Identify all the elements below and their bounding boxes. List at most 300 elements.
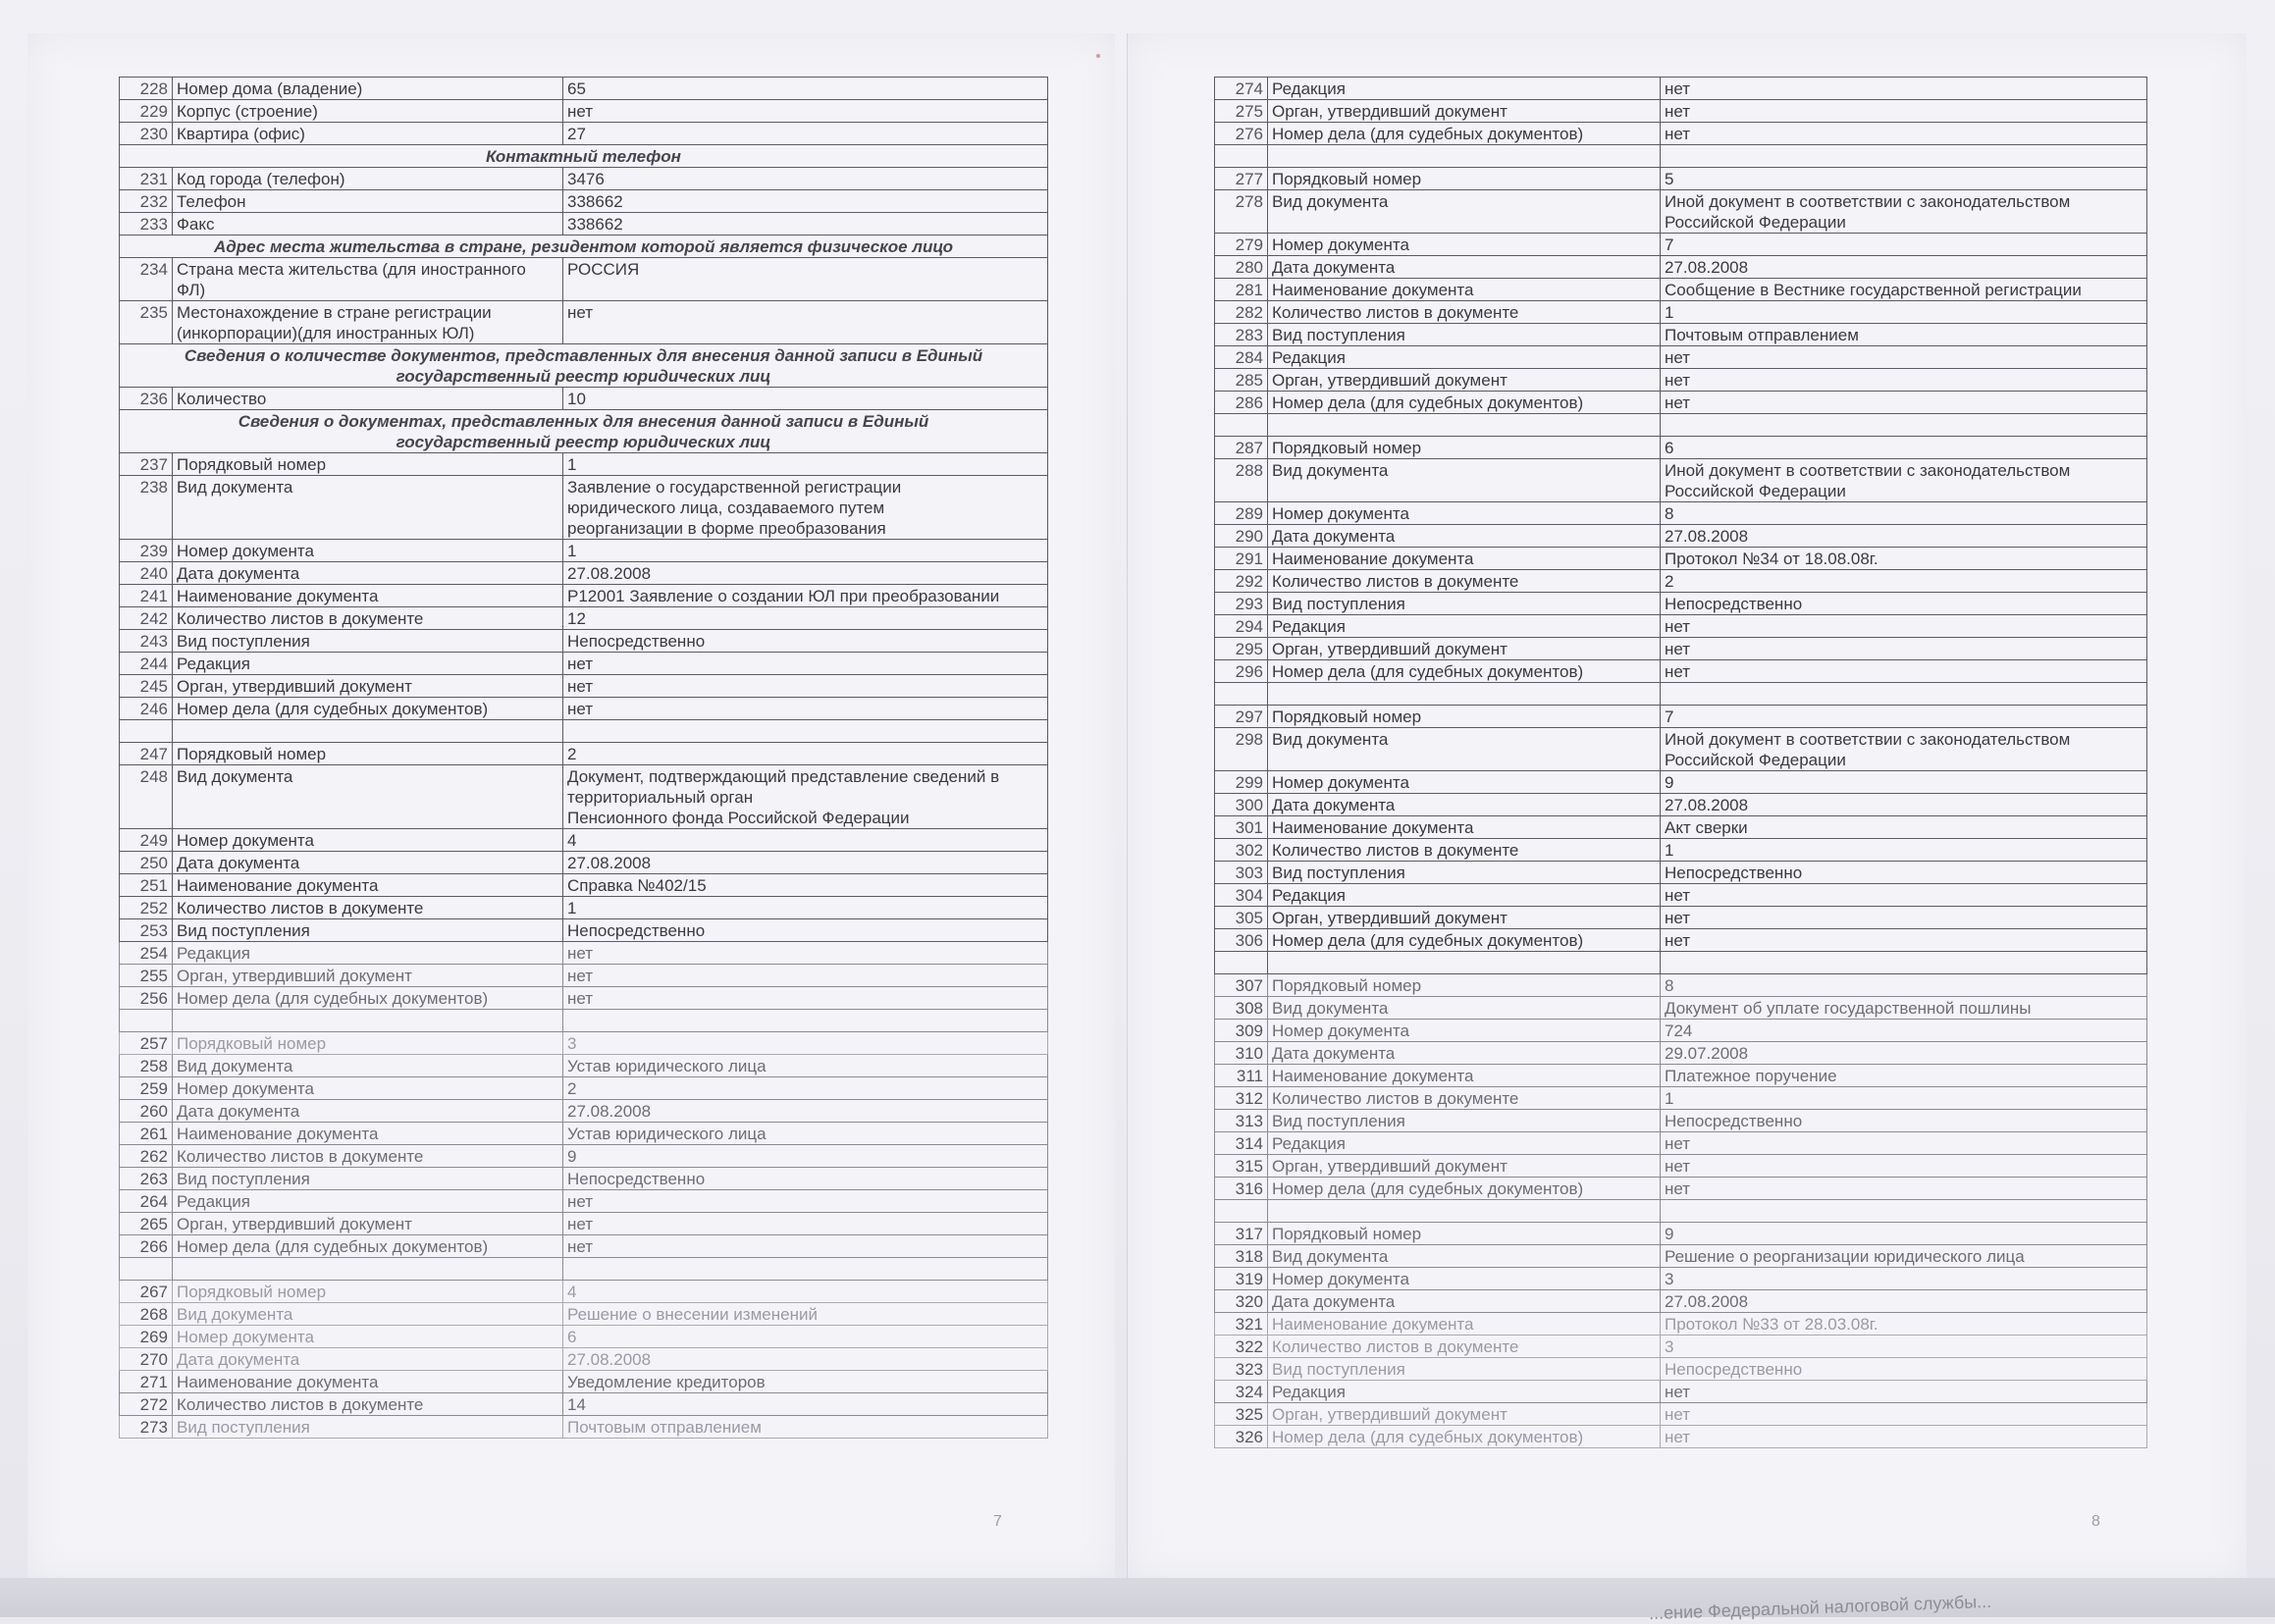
field-label: Дата документа xyxy=(1268,1042,1661,1065)
field-value: нет xyxy=(1661,100,2147,123)
field-value: 1 xyxy=(563,540,1048,562)
field-label: Номер документа xyxy=(173,1326,563,1348)
field-label: Порядковый номер xyxy=(1268,974,1661,997)
field-label: Редакция xyxy=(1268,1132,1661,1155)
field-value: Справка №402/15 xyxy=(563,874,1048,897)
separator-row xyxy=(120,1010,1048,1032)
field-value: 27 xyxy=(563,123,1048,145)
field-value: Непосредственно xyxy=(1661,862,2147,884)
field-label: Номер дела (для судебных документов) xyxy=(173,1235,563,1258)
field-value: Уведомление кредиторов xyxy=(563,1371,1048,1393)
field-value: 4 xyxy=(563,1281,1048,1303)
table-row xyxy=(120,765,1048,829)
field-value: нет xyxy=(563,301,1048,344)
row-number: 269 xyxy=(120,1326,173,1348)
table-row xyxy=(120,1371,1048,1393)
field-value: 3 xyxy=(563,1032,1048,1055)
table-row xyxy=(120,1213,1048,1235)
row-number: 247 xyxy=(120,743,173,765)
row-number: 246 xyxy=(120,698,173,720)
field-label: Наименование документа xyxy=(1268,279,1661,301)
row-number: 270 xyxy=(120,1348,173,1371)
field-value: Р12001 Заявление о создании ЮЛ при преобразовании xyxy=(563,585,1048,607)
field-value: 6 xyxy=(563,1326,1048,1348)
table-row xyxy=(120,1326,1048,1348)
field-value: Почтовым отправлением xyxy=(1661,324,2147,346)
field-value: 12 xyxy=(563,607,1048,630)
field-value: 3476 xyxy=(563,168,1048,190)
row-number: 310 xyxy=(1215,1042,1268,1065)
table-row xyxy=(120,301,1048,344)
field-value: 27.08.2008 xyxy=(563,1348,1048,1371)
field-label: Порядковый номер xyxy=(1268,437,1661,459)
table-row xyxy=(120,897,1048,919)
table-row xyxy=(120,852,1048,874)
field-value: нет xyxy=(1661,346,2147,369)
table-row xyxy=(1215,256,2147,279)
field-label: Наименование документа xyxy=(1268,1313,1661,1336)
page-number: 8 xyxy=(2091,1513,2100,1530)
table-row xyxy=(120,1190,1048,1213)
row-number: 249 xyxy=(120,829,173,852)
field-label: Количество листов в документе xyxy=(1268,570,1661,593)
row-number: 254 xyxy=(120,942,173,965)
field-label: Номер дела (для судебных документов) xyxy=(1268,929,1661,952)
table-row xyxy=(120,100,1048,123)
field-label: Вид документа xyxy=(1268,459,1661,502)
field-value: 65 xyxy=(563,78,1048,100)
separator-row xyxy=(1215,145,2147,168)
table-row xyxy=(120,1235,1048,1258)
row-number: 300 xyxy=(1215,794,1268,816)
field-value: 8 xyxy=(1661,502,2147,525)
ink-speck xyxy=(1096,54,1100,58)
row-number: 235 xyxy=(120,301,173,344)
row-number: 256 xyxy=(120,987,173,1010)
table-row xyxy=(120,919,1048,942)
field-label: Номер документа xyxy=(1268,234,1661,256)
row-number: 268 xyxy=(120,1303,173,1326)
row-number: 241 xyxy=(120,585,173,607)
field-label: Редакция xyxy=(1268,1381,1661,1403)
field-value: нет xyxy=(1661,929,2147,952)
field-value: нет xyxy=(563,675,1048,698)
table-row xyxy=(120,258,1048,301)
field-value: нет xyxy=(1661,660,2147,683)
field-value: Протокол №34 от 18.08.08г. xyxy=(1661,548,2147,570)
row-number: 291 xyxy=(1215,548,1268,570)
field-value: нет xyxy=(1661,1403,2147,1426)
row-number: 272 xyxy=(120,1393,173,1416)
table-row xyxy=(120,653,1048,675)
row-number: 297 xyxy=(1215,706,1268,728)
field-value: Сообщение в Вестнике государственной регистрации xyxy=(1661,279,2147,301)
table-row xyxy=(1215,997,2147,1020)
field-value: 5 xyxy=(1661,168,2147,190)
field-label: Вид документа xyxy=(1268,997,1661,1020)
empty-cell xyxy=(1215,683,1268,706)
row-number: 301 xyxy=(1215,816,1268,839)
field-label: Дата документа xyxy=(1268,1290,1661,1313)
table-row xyxy=(120,562,1048,585)
table-row xyxy=(120,78,1048,100)
section-header xyxy=(120,344,1048,388)
field-value: 27.08.2008 xyxy=(563,1100,1048,1123)
table-row xyxy=(1215,638,2147,660)
field-value: Иной документ в соответствии с законодательством Российской Федерации xyxy=(1661,728,2147,771)
field-label: Корпус (строение) xyxy=(173,100,563,123)
row-number: 244 xyxy=(120,653,173,675)
field-value: нет xyxy=(1661,615,2147,638)
table-row xyxy=(1215,1223,2147,1245)
row-number: 281 xyxy=(1215,279,1268,301)
table-row xyxy=(120,388,1048,410)
row-number: 266 xyxy=(120,1235,173,1258)
section-header xyxy=(120,236,1048,258)
field-value: нет xyxy=(1661,1381,2147,1403)
table-row xyxy=(1215,392,2147,414)
row-number: 255 xyxy=(120,965,173,987)
field-value: 9 xyxy=(1661,771,2147,794)
field-value: Почтовым отправлением xyxy=(563,1416,1048,1439)
row-number: 299 xyxy=(1215,771,1268,794)
row-number: 277 xyxy=(1215,168,1268,190)
field-label: Номер дела (для судебных документов) xyxy=(1268,1426,1661,1448)
field-label: Дата документа xyxy=(173,1100,563,1123)
row-number: 287 xyxy=(1215,437,1268,459)
field-value: Иной документ в соответствии с законодательством Российской Федерации xyxy=(1661,459,2147,502)
empty-cell xyxy=(1661,952,2147,974)
table-row xyxy=(1215,884,2147,907)
row-number: 228 xyxy=(120,78,173,100)
field-value: нет xyxy=(1661,392,2147,414)
field-label: Порядковый номер xyxy=(1268,706,1661,728)
table-row xyxy=(1215,1426,2147,1448)
row-number: 290 xyxy=(1215,525,1268,548)
field-label: Вид поступления xyxy=(173,630,563,653)
empty-cell xyxy=(120,720,173,743)
separator-row xyxy=(120,720,1048,743)
empty-cell xyxy=(173,1258,563,1281)
field-value: 2 xyxy=(563,1077,1048,1100)
field-value: нет xyxy=(1661,78,2147,100)
field-label: Наименование документа xyxy=(173,1371,563,1393)
table-row xyxy=(1215,1290,2147,1313)
field-label: Количество листов в документе xyxy=(173,1145,563,1168)
field-label: Номер дела (для судебных документов) xyxy=(1268,660,1661,683)
field-label: Порядковый номер xyxy=(1268,1223,1661,1245)
empty-cell xyxy=(563,1258,1048,1281)
table-row xyxy=(120,942,1048,965)
row-number: 326 xyxy=(1215,1426,1268,1448)
field-value: 1 xyxy=(563,453,1048,476)
field-label: Вид документа xyxy=(173,476,563,540)
field-label: Местонахождение в стране регистрации (инкорпорации)(для иностранных ЮЛ) xyxy=(173,301,563,344)
register-table-left xyxy=(119,77,1048,1439)
field-label: Номер документа xyxy=(1268,502,1661,525)
row-number: 307 xyxy=(1215,974,1268,997)
field-value: 7 xyxy=(1661,706,2147,728)
table-row xyxy=(120,476,1048,540)
table-row xyxy=(1215,279,2147,301)
row-number: 289 xyxy=(1215,502,1268,525)
row-number: 305 xyxy=(1215,907,1268,929)
field-label: Количество листов в документе xyxy=(173,607,563,630)
field-label: Номер документа xyxy=(1268,1268,1661,1290)
field-value: 2 xyxy=(563,743,1048,765)
row-number: 283 xyxy=(1215,324,1268,346)
table-row xyxy=(1215,771,2147,794)
field-label: Орган, утвердивший документ xyxy=(173,675,563,698)
row-number: 280 xyxy=(1215,256,1268,279)
table-row xyxy=(120,1416,1048,1439)
table-row xyxy=(1215,1110,2147,1132)
field-value: 9 xyxy=(1661,1223,2147,1245)
field-label: Вид поступления xyxy=(1268,1110,1661,1132)
table-row xyxy=(1215,615,2147,638)
field-label: Порядковый номер xyxy=(173,1281,563,1303)
empty-cell xyxy=(173,720,563,743)
field-label: Редакция xyxy=(1268,884,1661,907)
table-row xyxy=(1215,593,2147,615)
field-value: 338662 xyxy=(563,190,1048,213)
field-label: Дата документа xyxy=(1268,525,1661,548)
empty-cell xyxy=(1215,952,1268,974)
table-row xyxy=(1215,369,2147,392)
table-row xyxy=(120,698,1048,720)
row-number: 306 xyxy=(1215,929,1268,952)
row-number: 318 xyxy=(1215,1245,1268,1268)
table-row xyxy=(1215,437,2147,459)
page-right xyxy=(1127,33,2247,1579)
field-value: Документ, подтверждающий представление сведений в территориальный орган Пенсионного фонда Российской Федерации xyxy=(563,765,1048,829)
row-number: 232 xyxy=(120,190,173,213)
row-number: 314 xyxy=(1215,1132,1268,1155)
field-value: Документ об уплате государственной пошлины xyxy=(1661,997,2147,1020)
field-value: нет xyxy=(563,653,1048,675)
field-label: Наименование документа xyxy=(173,874,563,897)
table-row xyxy=(1215,1042,2147,1065)
section-header xyxy=(120,145,1048,168)
empty-cell xyxy=(1268,1200,1661,1223)
table-row xyxy=(1215,525,2147,548)
empty-cell xyxy=(1215,414,1268,437)
field-label: Редакция xyxy=(1268,615,1661,638)
row-number: 260 xyxy=(120,1100,173,1123)
field-label: Вид поступления xyxy=(173,919,563,942)
field-label: Порядковый номер xyxy=(173,453,563,476)
row-number: 319 xyxy=(1215,1268,1268,1290)
table-row xyxy=(1215,660,2147,683)
table-row xyxy=(1215,816,2147,839)
field-value: Устав юридического лица xyxy=(563,1055,1048,1077)
row-number: 259 xyxy=(120,1077,173,1100)
table-row xyxy=(1215,1087,2147,1110)
row-number: 295 xyxy=(1215,638,1268,660)
table-row xyxy=(1215,78,2147,100)
row-number: 258 xyxy=(120,1055,173,1077)
empty-cell xyxy=(1215,1200,1268,1223)
section-title: Сведения о количестве документов, представленных для внесения данной записи в Единый государственный реестр юридических лиц xyxy=(120,344,1048,388)
row-number: 242 xyxy=(120,607,173,630)
table-row xyxy=(1215,459,2147,502)
field-value: 1 xyxy=(563,897,1048,919)
table-row xyxy=(120,540,1048,562)
row-number: 296 xyxy=(1215,660,1268,683)
field-label: Дата документа xyxy=(173,562,563,585)
row-number: 284 xyxy=(1215,346,1268,369)
field-label: Количество xyxy=(173,388,563,410)
row-number: 243 xyxy=(120,630,173,653)
empty-cell xyxy=(1268,683,1661,706)
empty-cell xyxy=(1661,1200,2147,1223)
row-number: 286 xyxy=(1215,392,1268,414)
empty-cell xyxy=(120,1010,173,1032)
field-label: Страна места жительства (для иностранного ФЛ) xyxy=(173,258,563,301)
empty-cell xyxy=(1268,145,1661,168)
table-row xyxy=(120,1393,1048,1416)
row-number: 274 xyxy=(1215,78,1268,100)
field-label: Номер документа xyxy=(173,1077,563,1100)
field-value: нет xyxy=(563,1213,1048,1235)
field-label: Вид поступления xyxy=(1268,324,1661,346)
field-label: Дата документа xyxy=(173,1348,563,1371)
field-value: нет xyxy=(563,965,1048,987)
field-label: Наименование документа xyxy=(173,1123,563,1145)
row-number: 320 xyxy=(1215,1290,1268,1313)
table-row xyxy=(1215,234,2147,256)
table-row xyxy=(1215,301,2147,324)
field-value: 27.08.2008 xyxy=(563,852,1048,874)
row-number: 262 xyxy=(120,1145,173,1168)
section-title: Сведения о документах, представленных для внесения данной записи в Единый государственный реестр юридических лиц xyxy=(120,410,1048,453)
field-label: Наименование документа xyxy=(173,585,563,607)
table-row xyxy=(120,1303,1048,1326)
row-number: 317 xyxy=(1215,1223,1268,1245)
table-row xyxy=(120,1032,1048,1055)
table-row xyxy=(120,965,1048,987)
row-number: 267 xyxy=(120,1281,173,1303)
row-number: 325 xyxy=(1215,1403,1268,1426)
field-value: Непосредственно xyxy=(563,630,1048,653)
field-label: Редакция xyxy=(1268,78,1661,100)
field-label: Вид документа xyxy=(173,765,563,829)
table-row xyxy=(1215,974,2147,997)
table-row xyxy=(120,630,1048,653)
field-label: Орган, утвердивший документ xyxy=(1268,100,1661,123)
row-number: 231 xyxy=(120,168,173,190)
register-table-right xyxy=(1214,77,2147,1448)
field-value: Протокол №33 от 28.03.08г. xyxy=(1661,1313,2147,1336)
row-number: 236 xyxy=(120,388,173,410)
field-value: 1 xyxy=(1661,839,2147,862)
empty-cell xyxy=(1268,952,1661,974)
footer-scan-text: ...ение Федеральной налоговой службы... xyxy=(1648,1591,1992,1624)
row-number: 288 xyxy=(1215,459,1268,502)
field-label: Наименование документа xyxy=(1268,816,1661,839)
field-value: 1 xyxy=(1661,301,2147,324)
field-value: 8 xyxy=(1661,974,2147,997)
table-row xyxy=(1215,1132,2147,1155)
table-row xyxy=(1215,190,2147,234)
row-number: 257 xyxy=(120,1032,173,1055)
table-row xyxy=(1215,346,2147,369)
row-number: 293 xyxy=(1215,593,1268,615)
row-number: 238 xyxy=(120,476,173,540)
table-row xyxy=(120,213,1048,236)
field-value: нет xyxy=(1661,907,2147,929)
row-number: 271 xyxy=(120,1371,173,1393)
table-row xyxy=(1215,1313,2147,1336)
row-number: 245 xyxy=(120,675,173,698)
field-label: Количество листов в документе xyxy=(173,1393,563,1416)
field-label: Порядковый номер xyxy=(173,743,563,765)
table-row xyxy=(1215,1020,2147,1042)
field-value: нет xyxy=(1661,638,2147,660)
empty-cell xyxy=(563,1010,1048,1032)
field-label: Вид документа xyxy=(1268,190,1661,234)
table-row xyxy=(120,607,1048,630)
field-label: Номер документа xyxy=(1268,1020,1661,1042)
row-number: 275 xyxy=(1215,100,1268,123)
row-number: 273 xyxy=(120,1416,173,1439)
row-number: 322 xyxy=(1215,1336,1268,1358)
field-label: Вид поступления xyxy=(173,1416,563,1439)
field-value: 14 xyxy=(563,1393,1048,1416)
table-row xyxy=(1215,728,2147,771)
field-value: нет xyxy=(1661,369,2147,392)
row-number: 324 xyxy=(1215,1381,1268,1403)
field-value: Решение о внесении изменений xyxy=(563,1303,1048,1326)
table-row xyxy=(120,453,1048,476)
field-value: Платежное поручение xyxy=(1661,1065,2147,1087)
separator-row xyxy=(120,1258,1048,1281)
table-row xyxy=(1215,1336,2147,1358)
field-value: нет xyxy=(563,1190,1048,1213)
field-label: Орган, утвердивший документ xyxy=(1268,369,1661,392)
table-row xyxy=(120,1348,1048,1371)
table-row xyxy=(120,1123,1048,1145)
field-value: 27.08.2008 xyxy=(563,562,1048,585)
field-label: Дата документа xyxy=(1268,256,1661,279)
row-number: 298 xyxy=(1215,728,1268,771)
empty-cell xyxy=(1661,414,2147,437)
table-row xyxy=(120,874,1048,897)
field-label: Вид поступления xyxy=(173,1168,563,1190)
field-label: Редакция xyxy=(173,653,563,675)
table-row xyxy=(1215,324,2147,346)
table-row xyxy=(1215,502,2147,525)
row-number: 312 xyxy=(1215,1087,1268,1110)
row-number: 278 xyxy=(1215,190,1268,234)
table-row xyxy=(1215,1268,2147,1290)
row-number: 321 xyxy=(1215,1313,1268,1336)
empty-cell xyxy=(1661,145,2147,168)
table-row xyxy=(120,1145,1048,1168)
field-label: Вид документа xyxy=(1268,1245,1661,1268)
field-value: 7 xyxy=(1661,234,2147,256)
empty-cell xyxy=(563,720,1048,743)
page-number: 7 xyxy=(993,1513,1002,1530)
row-number: 282 xyxy=(1215,301,1268,324)
table-row xyxy=(1215,1403,2147,1426)
field-label: Номер дела (для судебных документов) xyxy=(173,987,563,1010)
field-label: Телефон xyxy=(173,190,563,213)
field-value: 724 xyxy=(1661,1020,2147,1042)
field-value: нет xyxy=(1661,1178,2147,1200)
row-number: 240 xyxy=(120,562,173,585)
field-value: Непосредственно xyxy=(1661,593,2147,615)
